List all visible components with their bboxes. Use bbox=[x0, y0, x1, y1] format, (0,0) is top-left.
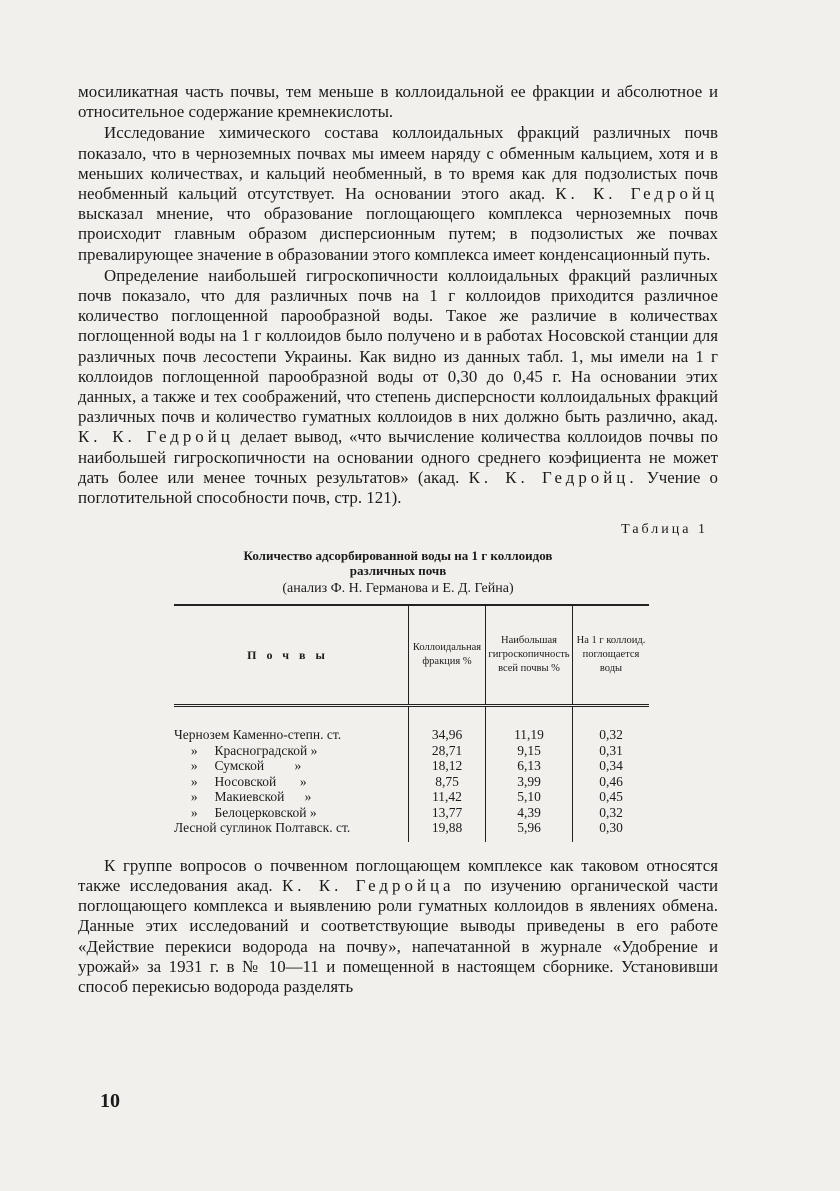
table-row: Лесной суглинок Полтавск. ст. 19,88 5,96 0,30 bbox=[174, 820, 649, 842]
table-row: » Носовской » 8,75 3,99 0,46 bbox=[174, 774, 649, 790]
paragraph-4: К группе вопросов о почвенном поглощающем комплексе как таковом относятся также исследования акад. К. К. Гедройца по изучению органической части поглощающего комплекса и выявлению роли гуматных коллоидов в явлениях обмена. Данные этих исследований и соответствующие выводы приведены в его работе «Действие перекиси водорода на почву», напечатанной в журнале «Удобрение и урожай» за 1931 г. в № 10—11 и помещенной в настоящем сборнике. Установивши способ перекисью водорода разделять bbox=[78, 855, 718, 996]
author-name: К. К. Гедройц bbox=[78, 427, 234, 447]
table-row: » Сумской » 18,12 6,13 0,34 bbox=[174, 758, 649, 774]
table-header-row bbox=[174, 605, 649, 706]
author-name: К. К. Гедройц bbox=[555, 184, 718, 204]
table-label: Таблица 1 bbox=[621, 522, 708, 538]
header-colloid-fraction: Коллоидальная фракция % bbox=[409, 605, 486, 706]
table-subtitle: (анализ Ф. Н. Германова и Е. Д. Гейна) bbox=[282, 581, 514, 597]
paragraph-3: Определение наибольшей гигроскопичности коллоидальных фракций различных почв показало, что для различных почв на 1 г коллоидов приходится различное количество поглощенной парообразной воды. Такое же различие в количествах поглощенной воды на 1 г коллоидов было получено и в работах Носовской станции для различных почв лесостепи Украины. Как видно из данных табл. 1, мы имели на 1 г коллоидов поглощенной парообразной воды от 0,30 до 0,45 г. На основании этих данных, а также и тех соображений, что степень дисперсности коллоидальных фракций различных почв и количество гуматных коллоидов в них должно быть различно, акад. К. К. Гедройц делает вывод, «что вычисление количества коллоидов почвы по наибольшей гигроскопичности на основании одного среднего коэфициента не может дать более или менее точных результатов» (акад. К. К. Гедройц. Учение о поглотительной способности почв, стр. 121). bbox=[78, 265, 719, 508]
paragraph-1: мосиликатная часть почвы, тем меньше в коллоидальной ее фракции и абсолютное и относительное содержание кремнекислоты. bbox=[78, 82, 718, 122]
header-water-per-gram: На 1 г коллоид. поглощается воды bbox=[573, 605, 650, 706]
page-number: 10 bbox=[100, 1090, 120, 1112]
table-row: Чернозем Каменно-степн. ст. 34,96 11,19 0,32 bbox=[174, 706, 649, 743]
table-row: » Красноградской » 28,71 9,15 0,31 bbox=[174, 743, 649, 759]
table-row: » Макиевской » 11,42 5,10 0,45 bbox=[174, 789, 649, 805]
data-table bbox=[174, 604, 649, 842]
author-name: К. К. Гедройц. bbox=[468, 467, 638, 487]
page-body bbox=[78, 82, 718, 997]
header-hygroscopicity: Наибольшая гигроскопичность всей почвы % bbox=[486, 605, 573, 706]
table-title: Количество адсорбированной воды на 1 г коллоидов различных почв bbox=[243, 548, 553, 579]
paragraph-2: Исследование химического состава коллоидальных фракций различных почв показало, что в черноземных почвах мы имеем наряду с обменным кальцием, хотя и в меньших количествах, и кальций необменный, в то время как для подзолистых почв необменный кальций отсутствует. На основании этого акад. К. К. Гедройц высказал мнение, что образование поглощающего комплекса черноземных почв происходит главным образом дисперсионным путем; в подзолистых же почвах превалирующее значение в образовании этого комплекса имеет конденсационный путь. bbox=[78, 123, 718, 264]
author-name: К. К. Гедройца bbox=[281, 875, 455, 895]
table-row: » Белоцерковской » 13,77 4,39 0,32 bbox=[174, 805, 649, 821]
header-soils: Почвы bbox=[174, 605, 409, 706]
